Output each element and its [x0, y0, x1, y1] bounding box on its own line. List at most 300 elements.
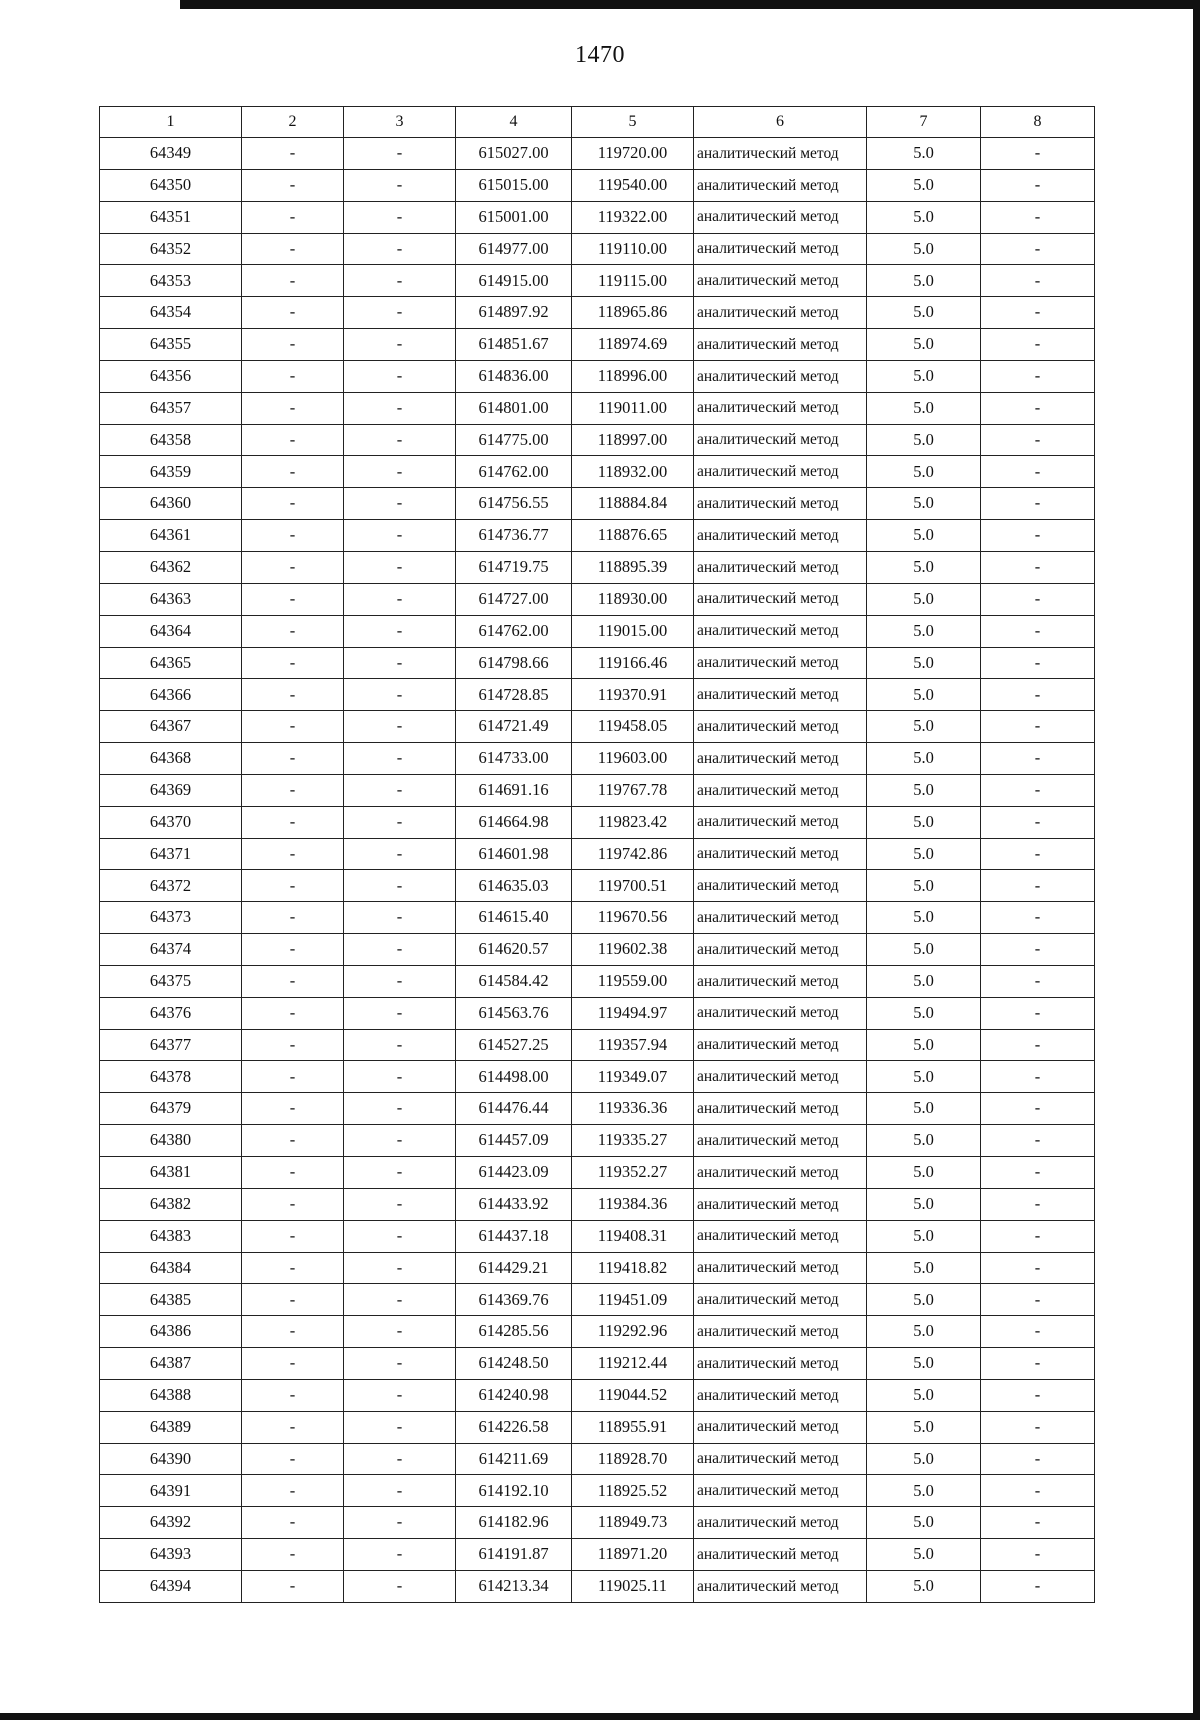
table-cell-col-3: - — [344, 1316, 456, 1348]
table-cell-col-2: - — [242, 1252, 344, 1284]
table-cell-col-5: 118876.65 — [572, 520, 694, 552]
table-cell-col-2: - — [242, 679, 344, 711]
table-cell-col-2: - — [242, 743, 344, 775]
table-cell-col-6: аналитический метод — [694, 615, 867, 647]
table-row — [100, 1539, 1095, 1571]
table-cell-col-2: - — [242, 870, 344, 902]
table-cell-col-4: 614498.00 — [456, 1061, 572, 1093]
table-row — [100, 1061, 1095, 1093]
table-cell-col-1: 64387 — [100, 1348, 242, 1380]
table-row — [100, 297, 1095, 329]
table-cell-col-5: 119540.00 — [572, 169, 694, 201]
table-cell-col-2: - — [242, 488, 344, 520]
table-cell-col-5: 118965.86 — [572, 297, 694, 329]
table-cell-col-1: 64366 — [100, 679, 242, 711]
table-cell-col-2: - — [242, 965, 344, 997]
table-cell-col-2: - — [242, 1570, 344, 1602]
table-cell-col-7: 5.0 — [867, 360, 981, 392]
table-cell-col-5: 118932.00 — [572, 456, 694, 488]
table-cell-col-8: - — [981, 1029, 1095, 1061]
table-cell-col-7: 5.0 — [867, 392, 981, 424]
table-cell-col-1: 64364 — [100, 615, 242, 647]
table-row — [100, 870, 1095, 902]
table-cell-col-6: аналитический метод — [694, 329, 867, 361]
table-cell-col-2: - — [242, 806, 344, 838]
table-cell-col-5: 118955.91 — [572, 1411, 694, 1443]
table-cell-col-3: - — [344, 615, 456, 647]
table-cell-col-8: - — [981, 1507, 1095, 1539]
column-header-5: 5 — [572, 107, 694, 138]
table-cell-col-1: 64391 — [100, 1475, 242, 1507]
table-cell-col-3: - — [344, 902, 456, 934]
table-cell-col-3: - — [344, 329, 456, 361]
table-cell-col-7: 5.0 — [867, 1157, 981, 1189]
table-cell-col-7: 5.0 — [867, 1125, 981, 1157]
table-row — [100, 1570, 1095, 1602]
table-cell-col-4: 614285.56 — [456, 1316, 572, 1348]
table-cell-col-3: - — [344, 456, 456, 488]
table-cell-col-6: аналитический метод — [694, 1411, 867, 1443]
table-cell-col-8: - — [981, 1348, 1095, 1380]
table-cell-col-7: 5.0 — [867, 965, 981, 997]
table-cell-col-1: 64360 — [100, 488, 242, 520]
table-cell-col-3: - — [344, 1093, 456, 1125]
table-cell-col-7: 5.0 — [867, 424, 981, 456]
table-cell-col-6: аналитический метод — [694, 997, 867, 1029]
table-row — [100, 1252, 1095, 1284]
table-cell-col-8: - — [981, 711, 1095, 743]
table-cell-col-7: 5.0 — [867, 870, 981, 902]
table-cell-col-5: 119451.09 — [572, 1284, 694, 1316]
table-cell-col-6: аналитический метод — [694, 297, 867, 329]
table-cell-col-1: 64363 — [100, 583, 242, 615]
table-cell-col-8: - — [981, 1316, 1095, 1348]
table-cell-col-4: 614775.00 — [456, 424, 572, 456]
table-cell-col-3: - — [344, 201, 456, 233]
table-cell-col-6: аналитический метод — [694, 806, 867, 838]
table-row — [100, 424, 1095, 456]
table-cell-col-2: - — [242, 456, 344, 488]
table-cell-col-2: - — [242, 1379, 344, 1411]
table-cell-col-1: 64390 — [100, 1443, 242, 1475]
table-row — [100, 551, 1095, 583]
table-cell-col-1: 64375 — [100, 965, 242, 997]
table-cell-col-3: - — [344, 583, 456, 615]
table-row — [100, 743, 1095, 775]
table-cell-col-7: 5.0 — [867, 902, 981, 934]
table-row — [100, 1411, 1095, 1443]
table-cell-col-4: 614211.69 — [456, 1443, 572, 1475]
table-cell-col-7: 5.0 — [867, 1570, 981, 1602]
table-cell-col-7: 5.0 — [867, 1029, 981, 1061]
table-row — [100, 997, 1095, 1029]
table-cell-col-4: 614719.75 — [456, 551, 572, 583]
table-cell-col-1: 64392 — [100, 1507, 242, 1539]
table-row — [100, 1125, 1095, 1157]
table-cell-col-6: аналитический метод — [694, 647, 867, 679]
table-cell-col-7: 5.0 — [867, 1411, 981, 1443]
table-body — [100, 138, 1095, 1603]
table-cell-col-7: 5.0 — [867, 1539, 981, 1571]
table-cell-col-3: - — [344, 647, 456, 679]
table-cell-col-6: аналитический метод — [694, 902, 867, 934]
table-cell-col-6: аналитический метод — [694, 583, 867, 615]
header-row — [100, 107, 1095, 138]
table-cell-col-8: - — [981, 1125, 1095, 1157]
table-cell-col-4: 614429.21 — [456, 1252, 572, 1284]
table-cell-col-4: 614836.00 — [456, 360, 572, 392]
table-cell-col-6: аналитический метод — [694, 965, 867, 997]
table-cell-col-3: - — [344, 138, 456, 170]
table-cell-col-7: 5.0 — [867, 138, 981, 170]
table-cell-col-5: 119494.97 — [572, 997, 694, 1029]
table-row — [100, 1379, 1095, 1411]
table-cell-col-2: - — [242, 329, 344, 361]
table-cell-col-5: 119335.27 — [572, 1125, 694, 1157]
table-cell-col-5: 119292.96 — [572, 1316, 694, 1348]
table-cell-col-5: 119767.78 — [572, 774, 694, 806]
table-cell-col-5: 119559.00 — [572, 965, 694, 997]
table-cell-col-2: - — [242, 1125, 344, 1157]
table-cell-col-2: - — [242, 615, 344, 647]
table-row — [100, 456, 1095, 488]
table-cell-col-5: 118930.00 — [572, 583, 694, 615]
table-cell-col-8: - — [981, 1475, 1095, 1507]
table-cell-col-7: 5.0 — [867, 201, 981, 233]
table-cell-col-8: - — [981, 679, 1095, 711]
table-cell-col-1: 64357 — [100, 392, 242, 424]
table-cell-col-1: 64369 — [100, 774, 242, 806]
table-cell-col-5: 119384.36 — [572, 1188, 694, 1220]
table-cell-col-5: 119418.82 — [572, 1252, 694, 1284]
table-cell-col-6: аналитический метод — [694, 838, 867, 870]
table-cell-col-1: 64370 — [100, 806, 242, 838]
table-cell-col-8: - — [981, 1570, 1095, 1602]
table-cell-col-7: 5.0 — [867, 583, 981, 615]
table-cell-col-6: аналитический метод — [694, 456, 867, 488]
table-cell-col-7: 5.0 — [867, 806, 981, 838]
table-cell-col-6: аналитический метод — [694, 934, 867, 966]
table-cell-col-1: 64358 — [100, 424, 242, 456]
table-cell-col-8: - — [981, 774, 1095, 806]
table-cell-col-3: - — [344, 1125, 456, 1157]
table-cell-col-6: аналитический метод — [694, 1443, 867, 1475]
table-cell-col-5: 119670.56 — [572, 902, 694, 934]
table-cell-col-6: аналитический метод — [694, 1507, 867, 1539]
column-header-8: 8 — [981, 107, 1095, 138]
table-cell-col-5: 119720.00 — [572, 138, 694, 170]
table-cell-col-1: 64378 — [100, 1061, 242, 1093]
table-cell-col-3: - — [344, 1029, 456, 1061]
table-cell-col-2: - — [242, 138, 344, 170]
table-cell-col-4: 614851.67 — [456, 329, 572, 361]
table-row — [100, 1029, 1095, 1061]
table-cell-col-6: аналитический метод — [694, 424, 867, 456]
table-cell-col-2: - — [242, 902, 344, 934]
table-cell-col-7: 5.0 — [867, 934, 981, 966]
table-cell-col-4: 614635.03 — [456, 870, 572, 902]
table-header — [100, 107, 1095, 138]
table-cell-col-3: - — [344, 1188, 456, 1220]
table-cell-col-7: 5.0 — [867, 1507, 981, 1539]
table-cell-col-2: - — [242, 297, 344, 329]
table-cell-col-8: - — [981, 902, 1095, 934]
table-cell-col-6: аналитический метод — [694, 1284, 867, 1316]
table-cell-col-7: 5.0 — [867, 1252, 981, 1284]
table-cell-col-8: - — [981, 997, 1095, 1029]
table-cell-col-3: - — [344, 1475, 456, 1507]
table-cell-col-3: - — [344, 1411, 456, 1443]
table-cell-col-5: 118974.69 — [572, 329, 694, 361]
table-cell-col-2: - — [242, 1316, 344, 1348]
table-cell-col-2: - — [242, 1157, 344, 1189]
table-row — [100, 1220, 1095, 1252]
table-row — [100, 265, 1095, 297]
table-cell-col-6: аналитический метод — [694, 520, 867, 552]
table-cell-col-1: 64383 — [100, 1220, 242, 1252]
table-cell-col-5: 119015.00 — [572, 615, 694, 647]
table-cell-col-4: 614733.00 — [456, 743, 572, 775]
table-row — [100, 965, 1095, 997]
table-cell-col-8: - — [981, 1093, 1095, 1125]
table-cell-col-7: 5.0 — [867, 1316, 981, 1348]
table-cell-col-8: - — [981, 870, 1095, 902]
table-cell-col-4: 614756.55 — [456, 488, 572, 520]
table-cell-col-6: аналитический метод — [694, 169, 867, 201]
table-cell-col-3: - — [344, 169, 456, 201]
table-cell-col-7: 5.0 — [867, 1093, 981, 1125]
table-cell-col-8: - — [981, 297, 1095, 329]
table-cell-col-3: - — [344, 838, 456, 870]
table-cell-col-8: - — [981, 329, 1095, 361]
table-cell-col-6: аналитический метод — [694, 1570, 867, 1602]
table-cell-col-2: - — [242, 1061, 344, 1093]
table-cell-col-4: 614584.42 — [456, 965, 572, 997]
table-cell-col-5: 119458.05 — [572, 711, 694, 743]
table-cell-col-7: 5.0 — [867, 1188, 981, 1220]
table-cell-col-4: 614226.58 — [456, 1411, 572, 1443]
table-cell-col-2: - — [242, 233, 344, 265]
table-cell-col-8: - — [981, 1443, 1095, 1475]
table-cell-col-4: 615027.00 — [456, 138, 572, 170]
table-cell-col-1: 64379 — [100, 1093, 242, 1125]
table-cell-col-8: - — [981, 233, 1095, 265]
table-cell-col-7: 5.0 — [867, 711, 981, 743]
table-cell-col-2: - — [242, 1348, 344, 1380]
table-cell-col-7: 5.0 — [867, 1348, 981, 1380]
table-cell-col-8: - — [981, 424, 1095, 456]
table-row — [100, 934, 1095, 966]
table-cell-col-6: аналитический метод — [694, 360, 867, 392]
table-cell-col-5: 119349.07 — [572, 1061, 694, 1093]
table-cell-col-5: 119110.00 — [572, 233, 694, 265]
table-cell-col-1: 64350 — [100, 169, 242, 201]
table-cell-col-7: 5.0 — [867, 774, 981, 806]
table-cell-col-3: - — [344, 1220, 456, 1252]
table-cell-col-3: - — [344, 934, 456, 966]
table-row — [100, 711, 1095, 743]
table-cell-col-7: 5.0 — [867, 329, 981, 361]
table-cell-col-1: 64374 — [100, 934, 242, 966]
scan-edge-top — [180, 0, 1200, 9]
table-cell-col-4: 614897.92 — [456, 297, 572, 329]
table-cell-col-8: - — [981, 806, 1095, 838]
table-cell-col-7: 5.0 — [867, 1443, 981, 1475]
table-cell-col-8: - — [981, 456, 1095, 488]
table-cell-col-3: - — [344, 520, 456, 552]
table-cell-col-8: - — [981, 615, 1095, 647]
table-cell-col-2: - — [242, 1411, 344, 1443]
table-cell-col-8: - — [981, 647, 1095, 679]
table-row — [100, 774, 1095, 806]
table-cell-col-3: - — [344, 392, 456, 424]
table-cell-col-4: 614728.85 — [456, 679, 572, 711]
column-header-7: 7 — [867, 107, 981, 138]
table-cell-col-5: 119322.00 — [572, 201, 694, 233]
table-cell-col-5: 119742.86 — [572, 838, 694, 870]
table-cell-col-2: - — [242, 1284, 344, 1316]
table-cell-col-1: 64359 — [100, 456, 242, 488]
table-cell-col-4: 614563.76 — [456, 997, 572, 1029]
table-cell-col-5: 119408.31 — [572, 1220, 694, 1252]
table-cell-col-1: 64376 — [100, 997, 242, 1029]
table-cell-col-7: 5.0 — [867, 551, 981, 583]
table-cell-col-5: 119357.94 — [572, 1029, 694, 1061]
table-cell-col-3: - — [344, 424, 456, 456]
table-cell-col-4: 614801.00 — [456, 392, 572, 424]
table-row — [100, 1443, 1095, 1475]
table-row — [100, 838, 1095, 870]
table-cell-col-2: - — [242, 265, 344, 297]
table-cell-col-7: 5.0 — [867, 838, 981, 870]
table-cell-col-3: - — [344, 965, 456, 997]
table-cell-col-6: аналитический метод — [694, 392, 867, 424]
table-cell-col-7: 5.0 — [867, 1061, 981, 1093]
table-cell-col-7: 5.0 — [867, 297, 981, 329]
table-cell-col-8: - — [981, 392, 1095, 424]
table-cell-col-1: 64349 — [100, 138, 242, 170]
table-cell-col-3: - — [344, 488, 456, 520]
coordinates-table — [99, 106, 1095, 1603]
table-cell-col-7: 5.0 — [867, 743, 981, 775]
table-cell-col-8: - — [981, 934, 1095, 966]
table-cell-col-2: - — [242, 774, 344, 806]
table-cell-col-5: 118925.52 — [572, 1475, 694, 1507]
table-cell-col-3: - — [344, 870, 456, 902]
table-cell-col-5: 118996.00 — [572, 360, 694, 392]
column-header-4: 4 — [456, 107, 572, 138]
table-cell-col-6: аналитический метод — [694, 1125, 867, 1157]
table-cell-col-4: 614721.49 — [456, 711, 572, 743]
table-cell-col-6: аналитический метод — [694, 1029, 867, 1061]
table-cell-col-7: 5.0 — [867, 520, 981, 552]
table-cell-col-5: 119025.11 — [572, 1570, 694, 1602]
table-cell-col-3: - — [344, 1157, 456, 1189]
table-cell-col-3: - — [344, 1061, 456, 1093]
table-row — [100, 201, 1095, 233]
table-cell-col-2: - — [242, 1475, 344, 1507]
table-cell-col-6: аналитический метод — [694, 711, 867, 743]
table-cell-col-4: 614727.00 — [456, 583, 572, 615]
table-cell-col-4: 614762.00 — [456, 456, 572, 488]
table-cell-col-5: 119044.52 — [572, 1379, 694, 1411]
table-cell-col-3: - — [344, 1507, 456, 1539]
table-cell-col-6: аналитический метод — [694, 1316, 867, 1348]
table-cell-col-2: - — [242, 424, 344, 456]
table-cell-col-5: 119166.46 — [572, 647, 694, 679]
table-cell-col-4: 614798.66 — [456, 647, 572, 679]
table-cell-col-1: 64355 — [100, 329, 242, 361]
table-cell-col-4: 614457.09 — [456, 1125, 572, 1157]
column-header-2: 2 — [242, 107, 344, 138]
table-cell-col-8: - — [981, 360, 1095, 392]
table-cell-col-1: 64362 — [100, 551, 242, 583]
table-cell-col-1: 64372 — [100, 870, 242, 902]
table-cell-col-1: 64365 — [100, 647, 242, 679]
table-cell-col-6: аналитический метод — [694, 1379, 867, 1411]
table-cell-col-8: - — [981, 1220, 1095, 1252]
table-cell-col-6: аналитический метод — [694, 1188, 867, 1220]
table-cell-col-7: 5.0 — [867, 647, 981, 679]
table-cell-col-3: - — [344, 360, 456, 392]
table-cell-col-8: - — [981, 743, 1095, 775]
table-cell-col-4: 614615.40 — [456, 902, 572, 934]
table-cell-col-2: - — [242, 169, 344, 201]
table-cell-col-6: аналитический метод — [694, 1348, 867, 1380]
table-row — [100, 615, 1095, 647]
table-cell-col-3: - — [344, 551, 456, 583]
table-cell-col-1: 64371 — [100, 838, 242, 870]
table-row — [100, 1475, 1095, 1507]
table-cell-col-4: 614664.98 — [456, 806, 572, 838]
table-cell-col-4: 614369.76 — [456, 1284, 572, 1316]
table-cell-col-1: 64352 — [100, 233, 242, 265]
table-cell-col-8: - — [981, 1539, 1095, 1571]
table-cell-col-8: - — [981, 583, 1095, 615]
table-cell-col-1: 64382 — [100, 1188, 242, 1220]
table-row — [100, 806, 1095, 838]
table-cell-col-2: - — [242, 1029, 344, 1061]
table-row — [100, 902, 1095, 934]
table-cell-col-8: - — [981, 169, 1095, 201]
page-number: 1470 — [575, 42, 625, 68]
table-cell-col-7: 5.0 — [867, 488, 981, 520]
table-cell-col-5: 119700.51 — [572, 870, 694, 902]
table-cell-col-1: 64353 — [100, 265, 242, 297]
table-cell-col-4: 614915.00 — [456, 265, 572, 297]
table-cell-col-6: аналитический метод — [694, 743, 867, 775]
table-cell-col-4: 615001.00 — [456, 201, 572, 233]
table-cell-col-3: - — [344, 1379, 456, 1411]
table-cell-col-5: 118971.20 — [572, 1539, 694, 1571]
table-cell-col-3: - — [344, 1348, 456, 1380]
table-cell-col-1: 64354 — [100, 297, 242, 329]
table-cell-col-2: - — [242, 997, 344, 1029]
table-cell-col-6: аналитический метод — [694, 1252, 867, 1284]
table-cell-col-2: - — [242, 1188, 344, 1220]
table-cell-col-7: 5.0 — [867, 679, 981, 711]
table-cell-col-1: 64384 — [100, 1252, 242, 1284]
table-cell-col-8: - — [981, 1061, 1095, 1093]
table-cell-col-2: - — [242, 1093, 344, 1125]
table-row — [100, 1284, 1095, 1316]
table-cell-col-4: 614620.57 — [456, 934, 572, 966]
table-row — [100, 1348, 1095, 1380]
table-row — [100, 520, 1095, 552]
table-cell-col-2: - — [242, 201, 344, 233]
table-cell-col-5: 119011.00 — [572, 392, 694, 424]
table-cell-col-1: 64356 — [100, 360, 242, 392]
